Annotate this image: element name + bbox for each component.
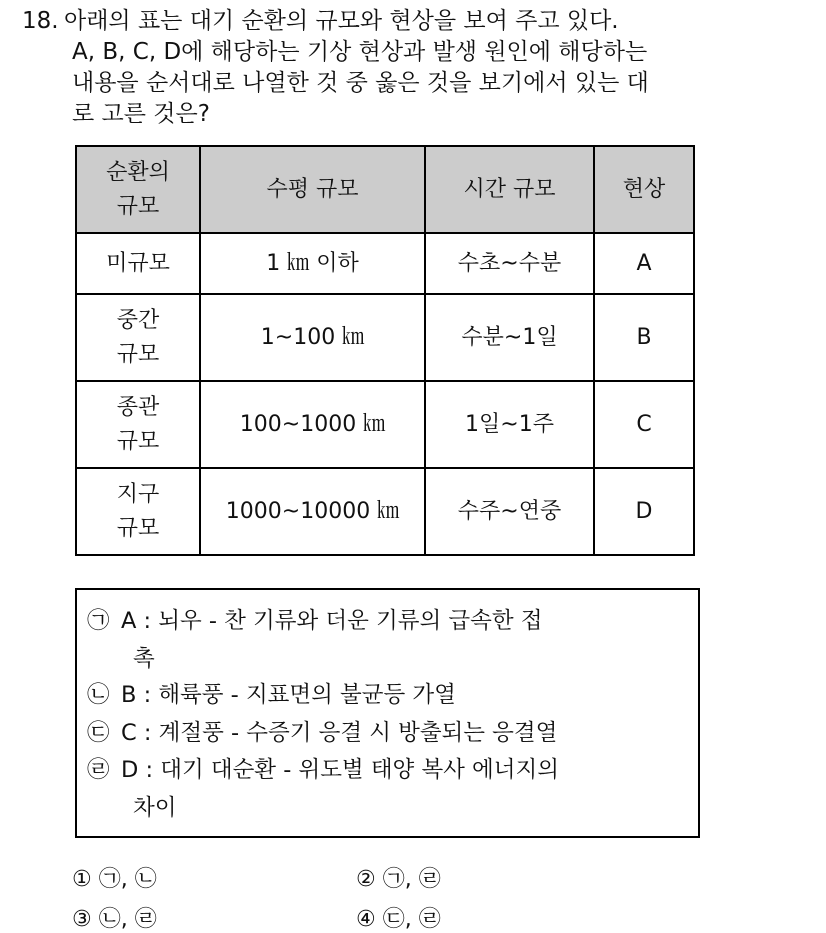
bogi-marker-1: ㉠ — [87, 608, 110, 634]
bogi-item-2: B : 해륙풍 - 지표면의 불균등 가열 — [121, 682, 456, 708]
cell-phenomenon: C — [594, 381, 694, 468]
question-line-1: 18. 아래의 표는 대기 순환의 규모와 현상을 보여 주고 있다. — [22, 6, 812, 37]
cell-scale: 미규모 — [76, 233, 200, 294]
table-row — [76, 233, 694, 294]
choice-4[interactable]: ④ ㉢, ㉣ — [356, 907, 441, 932]
bogi-marker-3: ㉢ — [87, 720, 110, 746]
table-row — [76, 381, 694, 468]
cell-phenomenon: D — [594, 468, 694, 555]
question-line-4: 로 고른 것은? — [72, 101, 210, 127]
question-line-3: 내용을 순서대로 나열한 것 중 옳은 것을 보기에서 있는 대 — [72, 70, 649, 96]
cell-phenomenon: A — [594, 233, 694, 294]
cell-time: 수주~연중 — [425, 468, 594, 555]
table-row — [76, 468, 694, 555]
header-horizontal-scale: 수평 규모 — [200, 146, 425, 233]
bogi-marker-2: ㉡ — [87, 682, 110, 708]
cell-scale: 종관 규모 — [76, 381, 200, 468]
bogi-item-1: A : 뇌우 - 찬 기류와 더운 기류의 급속한 접 — [121, 608, 543, 634]
choice-1[interactable]: ① ㉠, ㉡ — [72, 867, 157, 892]
cell-scale: 지구 규모 — [76, 468, 200, 555]
cell-horizontal: 1~100 ㎞ — [200, 294, 425, 381]
circulation-scale-table — [75, 145, 695, 556]
bogi-marker-4: ㉣ — [87, 757, 110, 783]
header-circulation-scale: 순환의 규모 — [76, 146, 200, 233]
bogi-box — [75, 588, 700, 838]
cell-horizontal: 100~1000 ㎞ — [200, 381, 425, 468]
cell-phenomenon: B — [594, 294, 694, 381]
choice-3[interactable]: ③ ㉡, ㉣ — [72, 907, 157, 932]
table-row — [76, 294, 694, 381]
header-time-scale: 시간 규모 — [425, 146, 594, 233]
cell-time: 1일~1주 — [425, 381, 594, 468]
table-header-row — [76, 146, 694, 233]
bogi-item-4: D : 대기 대순환 - 위도별 태양 복사 에너지의 — [121, 757, 560, 783]
cell-horizontal: 1000~10000 ㎞ — [200, 468, 425, 555]
header-phenomenon: 현상 — [594, 146, 694, 233]
cell-time: 수분~1일 — [425, 294, 594, 381]
question-number: 18. — [22, 8, 59, 34]
question-line-2: A, B, C, D에 해당하는 기상 현상과 발생 원인에 해당하는 — [72, 39, 648, 65]
question-stem — [22, 6, 812, 130]
cell-scale: 중간 규모 — [76, 294, 200, 381]
bogi-item-1-cont: 촉 — [133, 646, 155, 672]
bogi-item-3: C : 계절풍 - 수증기 응결 시 방출되는 응결열 — [121, 720, 558, 746]
bogi-item-4-cont: 차이 — [133, 795, 177, 821]
cell-horizontal: 1 ㎞ 이하 — [200, 233, 425, 294]
cell-time: 수초~수분 — [425, 233, 594, 294]
choice-2[interactable]: ② ㉠, ㉣ — [356, 867, 441, 892]
